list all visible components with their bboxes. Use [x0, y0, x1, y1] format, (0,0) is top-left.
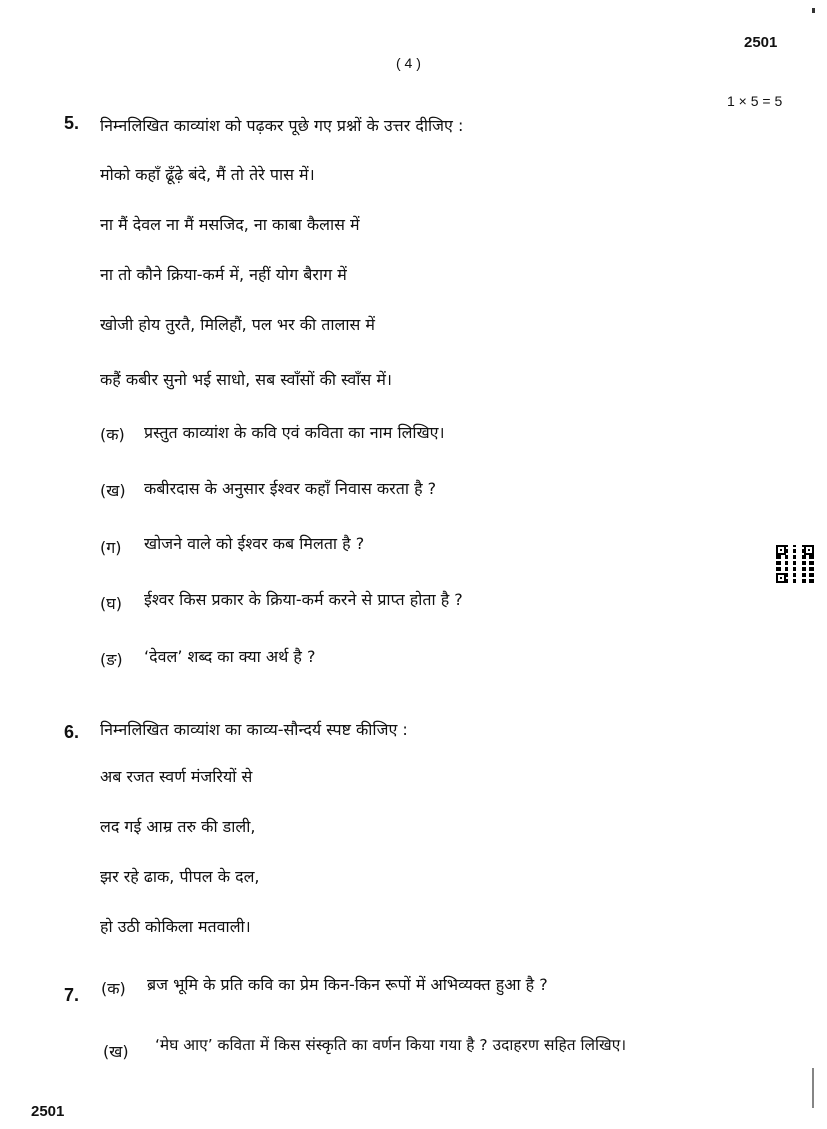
- q7-part-kha-label: (ख): [103, 1042, 129, 1061]
- q5-verse-line-5: कहैं कबीर सुनो भई साधो, सब स्वाँसों की स्वाँस में।: [100, 370, 392, 389]
- paper-code-footer: 2501: [31, 1103, 65, 1120]
- q5-part-gha-text: ईश्वर किस प्रकार के क्रिया-कर्म करने से प्राप्त होता है ?: [144, 590, 463, 609]
- q5-verse-line-2: ना मैं देवल ना मैं मसजिद, ना काबा कैलास में: [100, 215, 360, 234]
- q6-verse-line-2: लद गई आम्र तरु की डाली,: [100, 817, 256, 836]
- question-5-number: 5.: [64, 113, 80, 133]
- question-6-instruction: निम्नलिखित काव्यांश का काव्य-सौन्दर्य स्पष्ट कीजिए :: [100, 720, 408, 739]
- scan-edge-mark: [812, 8, 815, 13]
- question-5-instruction: निम्नलिखित काव्यांश को पढ़कर पूछे गए प्रश्नों के उत्तर दीजिए :: [100, 116, 464, 135]
- q5-verse-line-3: ना तो कौने क्रिया-कर्म में, नहीं योग बैराग में: [100, 265, 347, 284]
- page-number: ( 4 ): [396, 55, 421, 71]
- q5-part-kha-label: (ख): [100, 481, 126, 500]
- q6-verse-line-1: अब रजत स्वर्ण मंजरियों से: [100, 767, 253, 786]
- q5-verse-line-4: खोजी होय तुरतै, मिलिहौं, पल भर की तालास में: [100, 315, 375, 334]
- q5-part-nga-label: (ङ): [100, 650, 123, 669]
- q7-part-kha-text: ‘मेघ आए’ कविता में किस संस्कृति का वर्णन किया गया है ? उदाहरण सहित लिखिए।: [155, 1036, 627, 1054]
- q6-verse-line-3: झर रहे ढाक, पीपल के दल,: [100, 867, 260, 886]
- q5-part-nga-text: ‘देवल’ शब्द का क्या अर्थ है ?: [144, 647, 316, 666]
- paper-code-header: 2501: [744, 34, 778, 51]
- q5-part-ka-text: प्रस्तुत काव्यांश के कवि एवं कविता का नाम लिखिए।: [144, 423, 445, 442]
- question-7-number: 7.: [64, 985, 80, 1005]
- q5-part-ga-text: खोजने वाले को ईश्वर कब मिलता है ?: [144, 534, 365, 553]
- q7-part-ka-label: (क): [101, 979, 126, 998]
- q5-verse-line-1: मोको कहाँ ढूँढ़े बंदे, मैं तो तेरे पास में।: [100, 165, 315, 184]
- q5-part-ga-label: (ग): [100, 538, 122, 557]
- scan-edge-mark: [812, 1068, 814, 1108]
- q5-part-ka-label: (क): [100, 425, 125, 444]
- q7-part-ka-text: ब्रज भूमि के प्रति कवि का प्रेम किन-किन रूपों में अभिव्यक्त हुआ है ?: [147, 975, 548, 994]
- marks-label: 1 × 5 = 5: [727, 93, 783, 109]
- question-6-number: 6.: [64, 722, 80, 742]
- q6-verse-line-4: हो उठी कोकिला मतवाली।: [100, 917, 251, 936]
- q5-part-kha-text: कबीरदास के अनुसार ईश्वर कहाँ निवास करता है ?: [144, 479, 437, 498]
- q5-part-gha-label: (घ): [100, 594, 122, 613]
